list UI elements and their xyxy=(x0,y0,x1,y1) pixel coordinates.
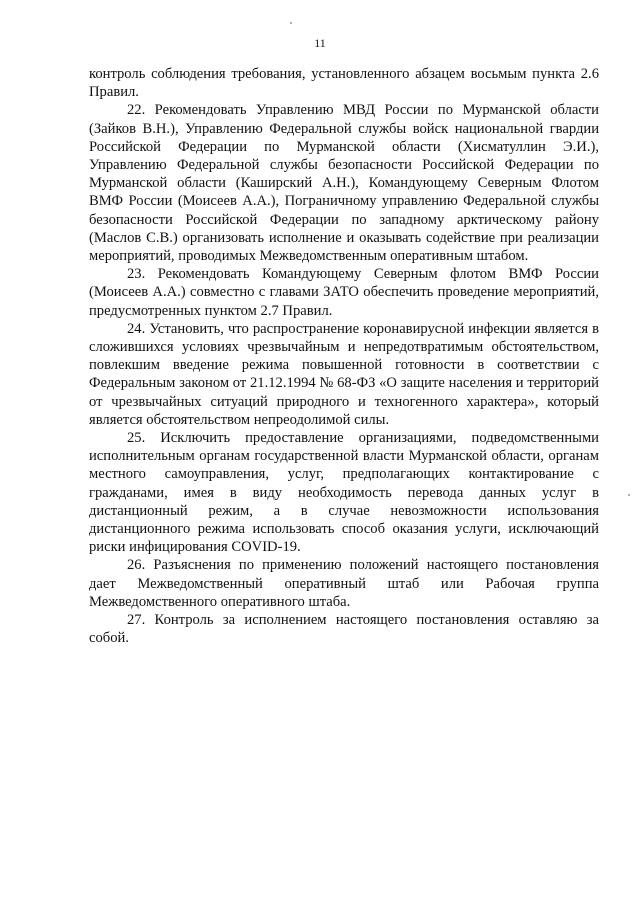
paragraph-23: 23. Рекомендовать Командующему Северным флотом ВМФ России (Моисеев А.А.) совместно с главами ЗАТО обеспечить проведение мероприятий, предусмотренных пунктом 2.7 Правил. xyxy=(89,266,599,319)
paragraph-25: 25. Исключить предоставление организациями, подведомственными исполнительным органам государственной власти Мурманской области, органам местного самоуправления, услуг, предполагающих контактирование с гражданами, имея в виду необходимость перевода данных услуг в дистанционный режим, а в случае невозможности использования дистанционного режима использовать способ оказания услуги, исключающий риски инфицирования COVID-19. xyxy=(89,430,599,556)
paragraph-26: 26. Разъяснения по применению положений настоящего постановления дает Межведомственный оперативный штаб или Рабочая группа Межведомственного оперативного штаба. xyxy=(89,557,599,610)
scan-speck xyxy=(628,494,630,496)
paragraph-27: 27. Контроль за исполнением настоящего постановления оставляю за собой. xyxy=(89,612,599,647)
paragraph-continuation: контроль соблюдения требования, установленного абзацем восьмым пункта 2.6 Правил. xyxy=(89,66,599,101)
document-body xyxy=(89,65,599,648)
scan-speck xyxy=(290,22,292,24)
paragraph-22: 22. Рекомендовать Управлению МВД России по Мурманской области (Зайков В.Н.), Управлению Федеральной службы войск национальной гвардии Российской Федерации по Мурманской области (Хисматуллин Э.И.), Управлению Федеральной службы безопасности Российской Федерации по Мурманской области (Каширский А.Н.), Командующему Северным Флотом ВМФ России (Моисеев А.А.), Пограничному управлению Федеральной службы безопасности Российской Федерации по западному арктическому району (Маслов С.В.) организовать исполнение и оказывать содействие при реализации мероприятий, проводимых Межведомственным оперативным штабом. xyxy=(89,102,599,265)
paragraph-24: 24. Установить, что распространение коронавирусной инфекции является в сложившихся условиях чрезвычайным и непредотвратимым обстоятельством, повлекшим введение режима повышенной готовности в соответствии с Федеральным законом от 21.12.1994 № 68-ФЗ «О защите населения и территорий от чрезвычайных ситуаций природного и техногенного характера», который является обстоятельством непреодолимой силы. xyxy=(89,320,599,428)
page-number: 11 xyxy=(314,36,326,50)
